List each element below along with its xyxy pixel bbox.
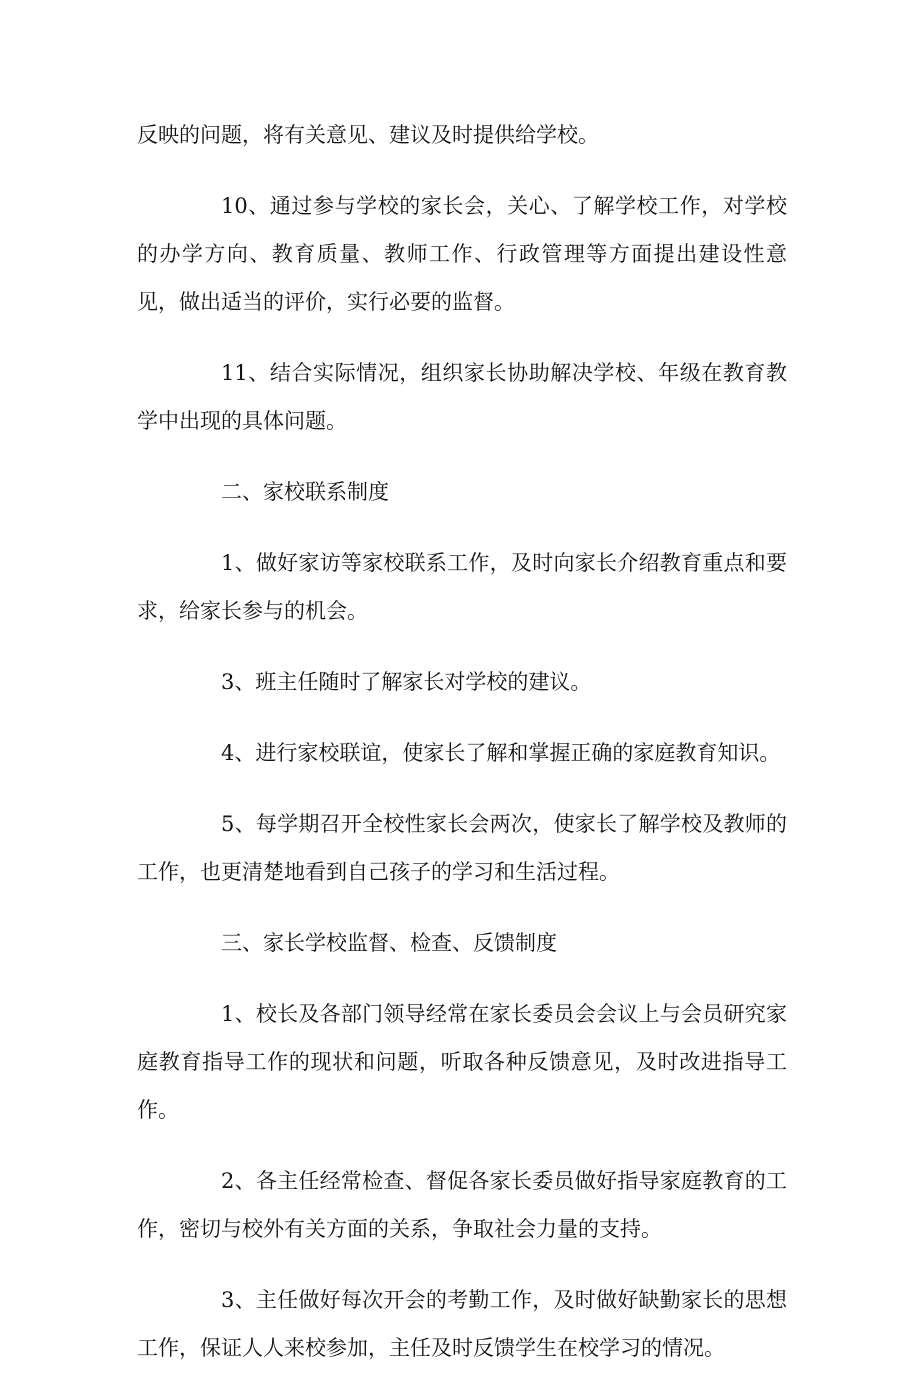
paragraph-section2-item-1: 1、做好家访等家校联系工作，及时向家长介绍教育重点和要求，给家长参与的机会。 xyxy=(137,551,787,623)
paragraph-section3-item-2: 2、各主任经常检查、督促各家长委员做好指导家庭教育的工作，密切与校外有关方面的关系，争取社会力量的支持。 xyxy=(137,1169,787,1241)
paragraph-section2-item-5: 5、每学期召开全校性家长会两次，使家长了解学校及教师的工作，也更清楚地看到自己孩子的学习和生活过程。 xyxy=(137,812,787,884)
paragraph-section3-item-3: 3、主任做好每次开会的考勤工作，及时做好缺勤家长的思想工作，保证人人来校参加，主任及时反馈学生在校学习的情况。 xyxy=(137,1288,787,1360)
document-body xyxy=(137,111,787,1395)
paragraph-section2-item-4: 4、进行家校联谊，使家长了解和掌握正确的家庭教育知识。 xyxy=(221,741,781,765)
paragraph-section3-item-1: 1、校长及各部门领导经常在家长委员会会议上与会员研究家庭教育指导工作的现状和问题，听取各种反馈意见，及时改进指导工作。 xyxy=(137,1002,787,1122)
paragraph-section2-item-3: 3、班主任随时了解家长对学校的建议。 xyxy=(221,670,592,694)
section-heading-2: 二、家校联系制度 xyxy=(221,480,389,504)
paragraph-item-11: 11、结合实际情况，组织家长协助解决学校、年级在教育教学中出现的具体问题。 xyxy=(137,361,787,433)
section-heading-3: 三、家长学校监督、检查、反馈制度 xyxy=(221,931,557,955)
paragraph-continuation: 反映的问题，将有关意见、建议及时提供给学校。 xyxy=(137,123,599,147)
paragraph-item-10: 10、通过参与学校的家长会，关心、了解学校工作，对学校的办学方向、教育质量、教师工作、行政管理等方面提出建设性意见，做出适当的评价，实行必要的监督。 xyxy=(137,194,787,314)
